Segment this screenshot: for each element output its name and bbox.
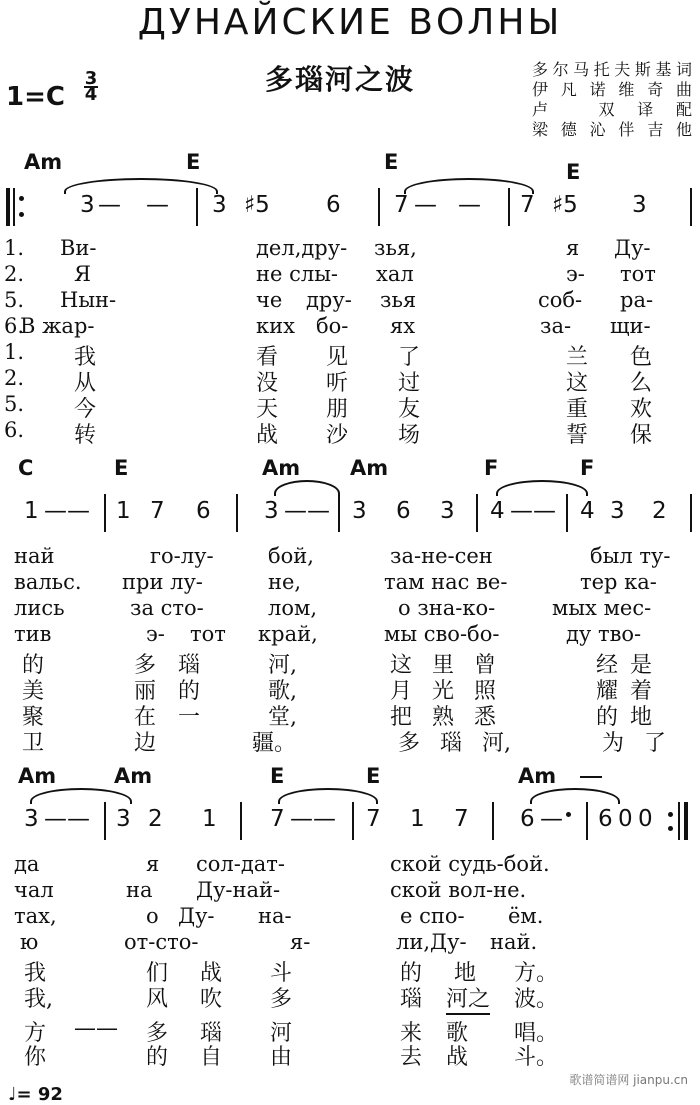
chord: E <box>270 764 285 788</box>
lyric: 过 <box>398 371 421 396</box>
verse-number: 2. <box>4 366 25 390</box>
lyric: 兰 <box>566 345 589 370</box>
lyric: 了 <box>398 345 421 370</box>
dash: — <box>458 192 481 218</box>
lyric: най <box>14 544 55 568</box>
chord: F <box>484 456 499 480</box>
note: 2 <box>148 806 163 832</box>
verse-number: 5. <box>4 392 25 416</box>
time-top: 3 <box>84 68 98 89</box>
lyric: 的 <box>22 653 45 678</box>
lyric: 照 <box>474 679 497 704</box>
lyric: 看 <box>256 345 279 370</box>
lyric: 的 <box>178 679 201 704</box>
lyric: 誓 <box>566 423 589 448</box>
lyric: 转 <box>74 423 97 448</box>
note: 1 <box>410 806 425 832</box>
lyric: В жар- <box>20 314 95 338</box>
lyric: мых мес- <box>552 596 652 620</box>
lyric: 熟 <box>432 705 455 730</box>
lyric: 战 <box>200 961 223 986</box>
lyric: 的 <box>596 705 619 730</box>
lyric: 场 <box>398 423 421 448</box>
barline <box>104 802 106 840</box>
tie <box>530 788 620 804</box>
verse-number: 1. <box>4 340 25 364</box>
watermark: 歌谱简谱网 jianpu.cn <box>569 1073 688 1087</box>
credit-composer: 伊凡诺维奇曲 <box>532 80 692 99</box>
dash: —— <box>284 498 330 524</box>
lyric: 为 <box>602 731 625 756</box>
chord: Am <box>114 764 153 788</box>
barline <box>678 802 680 840</box>
lyric: тот <box>190 622 226 646</box>
lyric: ю <box>20 930 39 954</box>
lyric: 的 <box>146 1045 169 1070</box>
lyric: чал <box>14 878 54 902</box>
barline <box>104 494 106 532</box>
lyric: 战 <box>446 1045 469 1070</box>
chord: Am <box>350 456 389 480</box>
lyric: 保 <box>630 423 653 448</box>
note: 3 <box>116 806 131 832</box>
lyric: 光 <box>432 679 455 704</box>
lyric: ра- <box>620 288 654 312</box>
note: 7 <box>270 806 285 832</box>
chord: F <box>580 456 595 480</box>
lyric: 友 <box>398 397 421 422</box>
chord: E <box>566 160 581 184</box>
lyric: е спо- <box>400 904 465 928</box>
lyric: 这 <box>390 653 413 678</box>
tie <box>30 788 132 804</box>
lyric: че <box>256 288 283 312</box>
lyric: 方 <box>24 1021 47 1046</box>
lyric: 来 <box>400 1021 423 1046</box>
lyric: 你 <box>24 1045 47 1070</box>
lyric: от-сто- <box>124 930 199 954</box>
lyric: бой, <box>268 544 314 568</box>
lyric: я <box>566 236 580 260</box>
verse-number: 6. <box>4 418 25 442</box>
lyric: 把 <box>390 705 413 730</box>
chord: E <box>384 150 399 174</box>
credit-lyricist: 多尔马托夫斯基词 <box>532 60 692 79</box>
verse-number: 1. <box>4 236 25 260</box>
lyric: 斗。 <box>514 1045 559 1070</box>
verse-number: 5. <box>4 288 25 312</box>
lyric: за-не-сен <box>390 544 493 568</box>
lyric: да <box>14 852 40 876</box>
lyric: Ду- <box>178 904 215 928</box>
note: 1 <box>202 806 217 832</box>
barline <box>196 188 198 226</box>
chord: E <box>186 150 201 174</box>
lyric: 今 <box>74 397 97 422</box>
tie <box>274 480 340 496</box>
note: 7 <box>394 192 409 218</box>
note: 7 <box>150 498 165 524</box>
lyric: 唱。 <box>514 1021 559 1046</box>
lyric: 多 <box>270 987 293 1012</box>
note: 7 <box>454 806 469 832</box>
chord: Am <box>262 456 301 480</box>
dash: — <box>414 192 437 218</box>
lyric: дру- <box>306 288 352 312</box>
lyric: 瑙 <box>400 987 423 1012</box>
barline <box>586 802 588 840</box>
lyric: 的 <box>400 961 423 986</box>
lyric: 河, <box>268 653 297 678</box>
lyric: я- <box>290 930 311 954</box>
lyric: 波。 <box>514 987 559 1012</box>
note: 3 <box>80 192 95 218</box>
dash: — <box>98 192 121 218</box>
lyric: 见 <box>326 345 349 370</box>
lyric: дел,дру- <box>256 236 348 260</box>
dash: — <box>540 806 563 832</box>
barline <box>240 802 242 840</box>
repeat-dot <box>668 812 673 817</box>
barline <box>476 494 478 532</box>
dot <box>566 812 571 817</box>
note: 6 <box>520 806 535 832</box>
lyric: о зна-ко- <box>398 596 496 620</box>
repeat-barline <box>684 802 688 840</box>
lyric: 是 <box>630 653 653 678</box>
lyric: Я <box>74 262 91 286</box>
lyric: я <box>146 852 160 876</box>
lyric: 我 <box>24 961 47 986</box>
note: 3 <box>440 498 455 524</box>
lyric: э- <box>146 622 165 646</box>
lyric: тот <box>620 262 656 286</box>
lyric: 里 <box>432 653 455 678</box>
chord-continuation <box>580 776 602 778</box>
note: ♯5 <box>552 192 578 218</box>
lyric: за- <box>540 314 572 338</box>
lyric: 在 <box>134 705 157 730</box>
lyric: 经 <box>596 653 619 678</box>
lyric: 去 <box>400 1045 423 1070</box>
lyric: 沙 <box>326 423 349 448</box>
lyric: 多 <box>398 731 421 756</box>
lyric: там нас ве- <box>384 570 508 594</box>
lyric: 着 <box>630 679 653 704</box>
lyric: бо- <box>316 314 349 338</box>
lyric: 们 <box>146 961 169 986</box>
lyric: э- <box>566 262 585 286</box>
lyric: 战 <box>256 423 279 448</box>
lyric: 瑙 <box>440 731 463 756</box>
note: 4 <box>490 498 505 524</box>
lyric: 了 <box>644 731 667 756</box>
lyric: 河, <box>482 731 511 756</box>
key-signature: 1=C <box>6 82 65 112</box>
dash: —— <box>44 806 90 832</box>
repeat-dot <box>668 826 673 831</box>
lyric: 由 <box>270 1045 293 1070</box>
lyric: 瑙 <box>178 653 201 678</box>
chord: Am <box>18 764 57 788</box>
note: 4 <box>580 498 595 524</box>
chord: Am <box>24 150 63 174</box>
lyric: 卫 <box>22 731 45 756</box>
lyric: 斗 <box>270 961 293 986</box>
note: 3 <box>24 806 39 832</box>
title-russian: ДУНАЙСКИЕ ВОЛНЫ <box>137 2 563 43</box>
lyric: 歌, <box>268 679 297 704</box>
lyric: 多 <box>134 653 157 678</box>
lyric: на- <box>258 904 292 928</box>
lyric: тер ка- <box>580 570 657 594</box>
lyric: был ту- <box>590 544 671 568</box>
lyric: Ду-най- <box>196 878 281 902</box>
title-chinese: 多瑙河之波 <box>265 63 416 96</box>
lyric: 方。 <box>514 961 559 986</box>
lyric: на <box>126 878 153 902</box>
dash: —— <box>290 806 336 832</box>
verse-number: 6. <box>4 314 25 338</box>
time-bottom: 4 <box>84 84 98 105</box>
note: 7 <box>520 192 535 218</box>
dash: — <box>146 192 169 218</box>
lyric: ской вол-не. <box>390 878 527 902</box>
lyric: сол-дат- <box>196 852 286 876</box>
lyric: при лу- <box>122 570 203 594</box>
note: 1 <box>24 498 39 524</box>
lyric: ду тво- <box>566 622 642 646</box>
lyric: 耀 <box>596 679 619 704</box>
chord: Am <box>518 764 557 788</box>
lyric: 疆。 <box>252 731 297 756</box>
lyric: 从 <box>74 371 97 396</box>
barline <box>378 188 380 226</box>
barline <box>13 188 15 226</box>
lyric: 么 <box>630 371 653 396</box>
lyric: 色 <box>630 345 653 370</box>
lyric: 多 <box>146 1021 169 1046</box>
lyric: 朋 <box>326 397 349 422</box>
credits <box>532 60 692 140</box>
chord: E <box>366 764 381 788</box>
lyric: 吹 <box>200 987 223 1012</box>
note: 2 <box>652 498 667 524</box>
barline <box>690 494 692 532</box>
lyric: 堂, <box>268 705 297 730</box>
lyric: 月 <box>390 679 413 704</box>
barline <box>492 802 494 840</box>
note: 1 <box>116 498 131 524</box>
lyric: 歌 <box>446 1021 469 1046</box>
lyric: 地 <box>454 961 477 986</box>
lyric: ях <box>390 314 416 338</box>
lyric: 美 <box>22 679 45 704</box>
repeat-dot <box>19 212 24 217</box>
note: 6 <box>396 498 411 524</box>
barline <box>352 802 354 840</box>
lyric: вальс. <box>14 570 82 594</box>
lyric: 欢 <box>630 397 653 422</box>
lyric: 河 <box>270 1021 293 1046</box>
lyric: о <box>146 904 159 928</box>
lyric: 听 <box>326 371 349 396</box>
lyric: 地 <box>630 705 653 730</box>
lyric: ской судь-бой. <box>390 852 550 876</box>
lyric: 这 <box>566 371 589 396</box>
barline <box>338 494 340 532</box>
lyric: 丽 <box>134 679 157 704</box>
lyric: лись <box>14 596 65 620</box>
lyric: най. <box>490 930 538 954</box>
note: 3 <box>610 498 625 524</box>
lyric: тах, <box>14 904 57 928</box>
lyric: ких <box>256 314 295 338</box>
verse-number: 2. <box>4 262 25 286</box>
note: 3 <box>212 192 227 218</box>
lyric: щи- <box>610 314 651 338</box>
lyric: соб- <box>538 288 583 312</box>
lyric: 我, <box>24 987 53 1012</box>
lyric: 我 <box>74 345 97 370</box>
credit-translator: 卢 双译配 <box>532 100 692 119</box>
lyric: го-лу- <box>150 544 214 568</box>
lyric: 聚 <box>22 705 45 730</box>
lyric: ли,Ду- <box>396 930 467 954</box>
lyric: 一 <box>178 705 201 730</box>
barline <box>690 188 692 226</box>
lyric: 悉 <box>474 705 497 730</box>
lyric: 河之 <box>446 982 490 1015</box>
lyric: Ду- <box>614 236 651 260</box>
credit-guitar: 梁德沁伴吉他 <box>532 120 692 139</box>
note: 6 <box>196 498 211 524</box>
note: 6 <box>326 192 341 218</box>
note: 3 <box>264 498 279 524</box>
lyric: зья <box>380 288 417 312</box>
time-signature <box>84 68 98 105</box>
lyric: за сто- <box>130 596 204 620</box>
note: 3 <box>352 498 367 524</box>
lyric: 曾 <box>474 653 497 678</box>
rest: 0 <box>638 806 653 832</box>
lyric: зья, <box>374 236 417 260</box>
lyric: край, <box>258 622 318 646</box>
lyric: мы сво-бо- <box>384 622 500 646</box>
lyric: 瑙 <box>200 1021 223 1046</box>
barline <box>566 494 568 532</box>
lyric: 风 <box>146 987 169 1012</box>
lyric: 边 <box>134 731 157 756</box>
barline <box>508 188 510 226</box>
lyric: 自 <box>200 1045 223 1070</box>
lyric: ём. <box>508 904 544 928</box>
chord: E <box>114 456 129 480</box>
repeat-barline <box>6 188 10 226</box>
lyric: тив <box>14 622 52 646</box>
note: ♯5 <box>244 192 270 218</box>
tie <box>496 480 588 496</box>
lyric: 重 <box>566 397 589 422</box>
repeat-dot <box>19 196 24 201</box>
lyric: —— <box>74 1016 118 1041</box>
note: 6 <box>598 806 613 832</box>
lyric: не, <box>268 570 302 594</box>
dash: —— <box>44 498 90 524</box>
lyric: лом, <box>268 596 317 620</box>
lyric: Ви- <box>60 236 97 260</box>
tempo-marking: ♩= 92 <box>8 1084 63 1105</box>
dash: —— <box>510 498 556 524</box>
note: 3 <box>632 192 647 218</box>
tie <box>278 788 378 804</box>
chord: C <box>18 456 34 480</box>
lyric: не слы- <box>256 262 339 286</box>
rest: 0 <box>618 806 633 832</box>
note: 7 <box>366 806 381 832</box>
lyric: 没 <box>256 371 279 396</box>
lyric: хал <box>376 262 414 286</box>
lyric: Нын- <box>60 288 117 312</box>
lyric: 天 <box>256 397 279 422</box>
barline <box>236 494 238 532</box>
